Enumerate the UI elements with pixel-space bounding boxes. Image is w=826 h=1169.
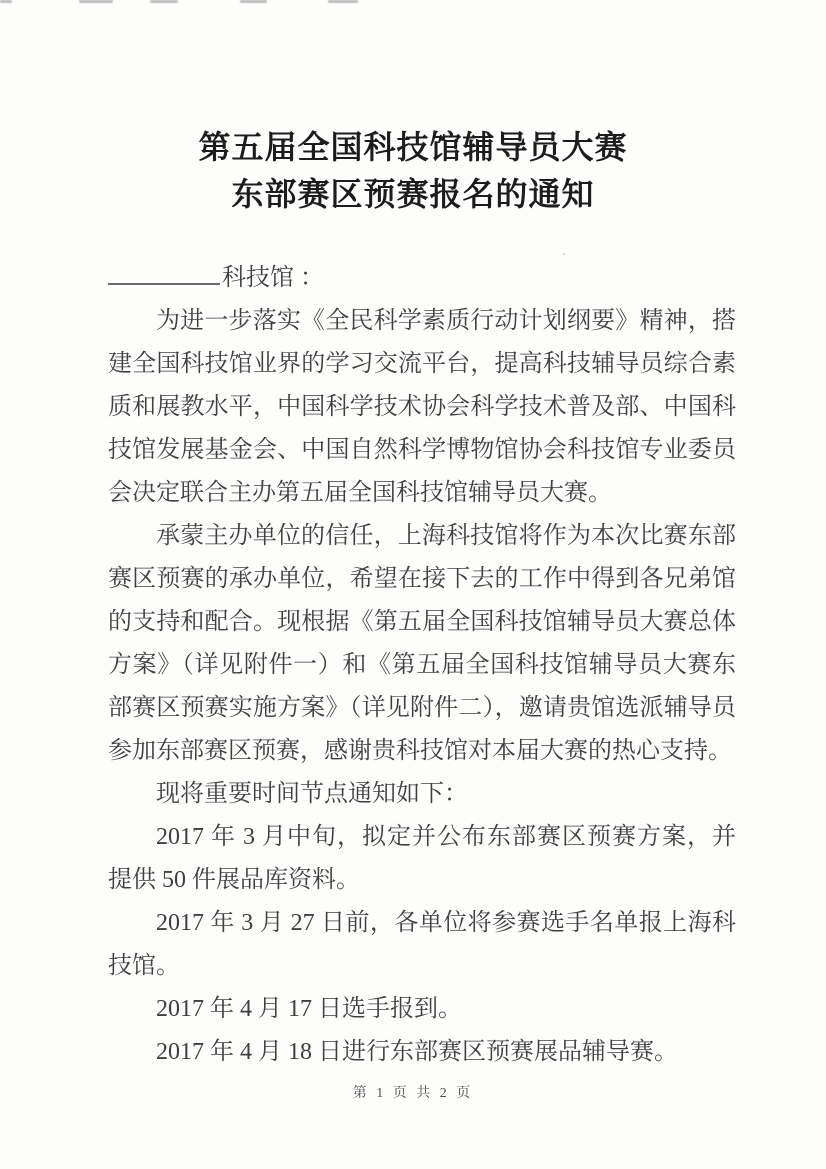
scan-artifact (328, 0, 358, 3)
fill-in-blank (108, 259, 220, 285)
paragraph-milestone-march-27: 2017 年 3 月 27 日前，各单位将参赛选手名单报上海科技馆。 (108, 910, 736, 979)
document-body (108, 257, 736, 1074)
paragraph-milestone-march-mid: 2017 年 3 月中旬，拟定并公布东部赛区预赛方案，并提供 50 件展品库资料。 (108, 824, 736, 893)
paragraph-host: 承蒙主办单位的信任，上海科技馆将作为本次比赛东部赛区预赛的承办单位，希望在接下去的工作中得到各兄弟馆的支持和配合。现根据《第五届全国科技馆辅导员大赛总体方案》（详见附件一）和《第五届全国科技馆辅导员大赛东部赛区预赛实施方案》（详见附件二），邀请贵馆选派辅导员参加东部赛区预赛，感谢贵科技馆对本届大赛的热心支持。 (108, 523, 736, 764)
title-line-2: 东部赛区预赛报名的通知 (231, 176, 595, 212)
scan-artifact (150, 0, 178, 3)
scan-artifact (0, 0, 12, 3)
page-number-footer: 第 1 页 共 2 页 (352, 1086, 474, 1101)
title-line-1: 第五届全国科技馆辅导员大赛 (198, 129, 628, 165)
document-title (0, 0, 826, 218)
paragraph-milestone-april-18: 2017 年 4 月 18 日进行东部赛区预赛展品辅导赛。 (156, 1039, 678, 1065)
scan-speck (317, 190, 319, 192)
scan-speck (563, 253, 565, 255)
paragraph-milestone-april-17: 2017 年 4 月 17 日选手报到。 (156, 996, 462, 1022)
scan-speck (167, 842, 169, 844)
salutation-line (108, 257, 736, 300)
paragraph-intro: 为进一步落实《全民科学素质行动计划纲要》精神，搭建全国科技馆业界的学习交流平台，提高科技辅导员综合素质和展教水平，中国科学技术协会科学技术普及部、中国科技馆发展基金会、中国自然科学博物馆协会科技馆专业委员会决定联合主办第五届全国科技馆辅导员大赛。 (108, 308, 736, 506)
scan-artifact (240, 0, 267, 3)
paragraph-timeline-lead: 现将重要时间节点通知如下： (156, 781, 468, 807)
salutation-text: 科技馆 ： (222, 265, 324, 291)
scan-artifact (79, 0, 113, 3)
